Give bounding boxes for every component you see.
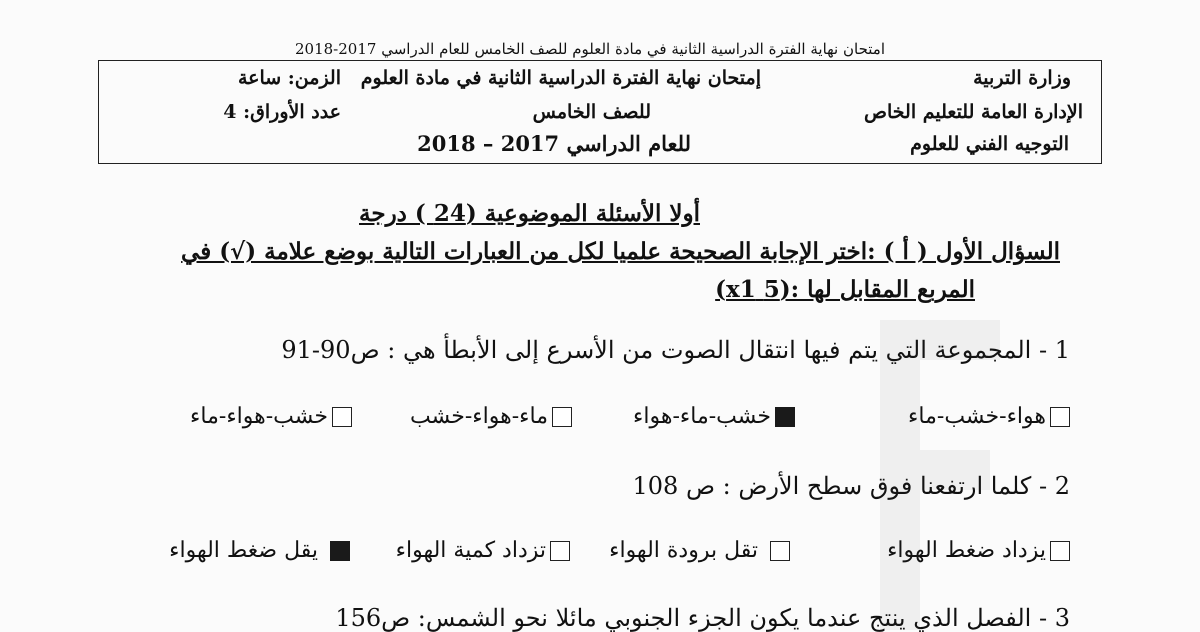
checkbox-checked[interactable] [775,407,795,427]
header-box [98,60,1102,164]
option-label: يزداد ضغط الهواء [887,538,1046,563]
question-1-text: 1 - المجموعة التي يتم فيها انتقال الصوت من الأسرع إلى الأبطأ هي : ص90-91 [281,336,1070,364]
option-label: يقل ضغط الهواء [169,538,318,563]
question-2-option-2[interactable] [609,538,790,563]
option-label: خشب-هواء-ماء [190,404,328,429]
year-label: للعام الدراسي 2017 – 2018 [417,131,691,156]
question-2-option-1[interactable] [887,538,1070,563]
checkbox[interactable] [770,541,790,561]
checkbox[interactable] [552,407,572,427]
section-title: أولا الأسئلة الموضوعية (24 ) درجة [359,200,700,227]
time-label: الزمن: ساعة [237,67,341,89]
guidance-name: التوجيه الفني للعلوم [910,133,1069,155]
pages-count-label: عدد الأوراق: 4 [223,101,341,123]
administration-name: الإدارة العامة للتعليم الخاص [864,101,1083,123]
question-1-option-2[interactable] [633,404,795,429]
checkbox[interactable] [550,541,570,561]
option-label: تزداد كمية الهواء [395,538,546,563]
question-3-text: 3 - الفصل الذي ينتج عندما يكون الجزء الجنوبي مائلا نحو الشمس: ص156 [335,604,1070,632]
question-1-option-4[interactable] [190,404,352,429]
top-header-line: امتحان نهاية الفترة الدراسية الثانية في مادة العلوم للصف الخامس للعام الدراسي 2017-2018 [294,40,885,58]
option-label: هواء-خشب-ماء [908,404,1046,429]
exam-title: إمتحان نهاية الفترة الدراسية الثانية في مادة العلوم [360,67,761,89]
grade-label: للصف الخامس [532,101,651,123]
option-label: ماء-هواء-خشب [410,404,548,429]
question-2-option-3[interactable] [396,538,570,563]
question-2-option-4[interactable] [169,538,350,563]
checkbox[interactable] [1050,541,1070,561]
question-2-text: 2 - كلما ارتفعنا فوق سطح الأرض : ص 108 [632,472,1070,500]
question-intro-line1: السؤال الأول ( أ ) :اختر الإجابة الصحيحة علميا لكل من العبارات التالية بوضع علامة (√) في [181,238,1060,265]
question-1-option-1[interactable] [908,404,1070,429]
checkbox[interactable] [1050,407,1070,427]
ministry-name: وزارة التربية [973,67,1071,89]
option-label: تقل برودة الهواء [609,538,758,563]
option-label: خشب-ماء-هواء [633,404,771,429]
question-intro-line2: المربع المقابل لها :(5 x1) [715,276,975,303]
checkbox-checked[interactable] [330,541,350,561]
question-1-option-3[interactable] [410,404,572,429]
checkbox[interactable] [332,407,352,427]
